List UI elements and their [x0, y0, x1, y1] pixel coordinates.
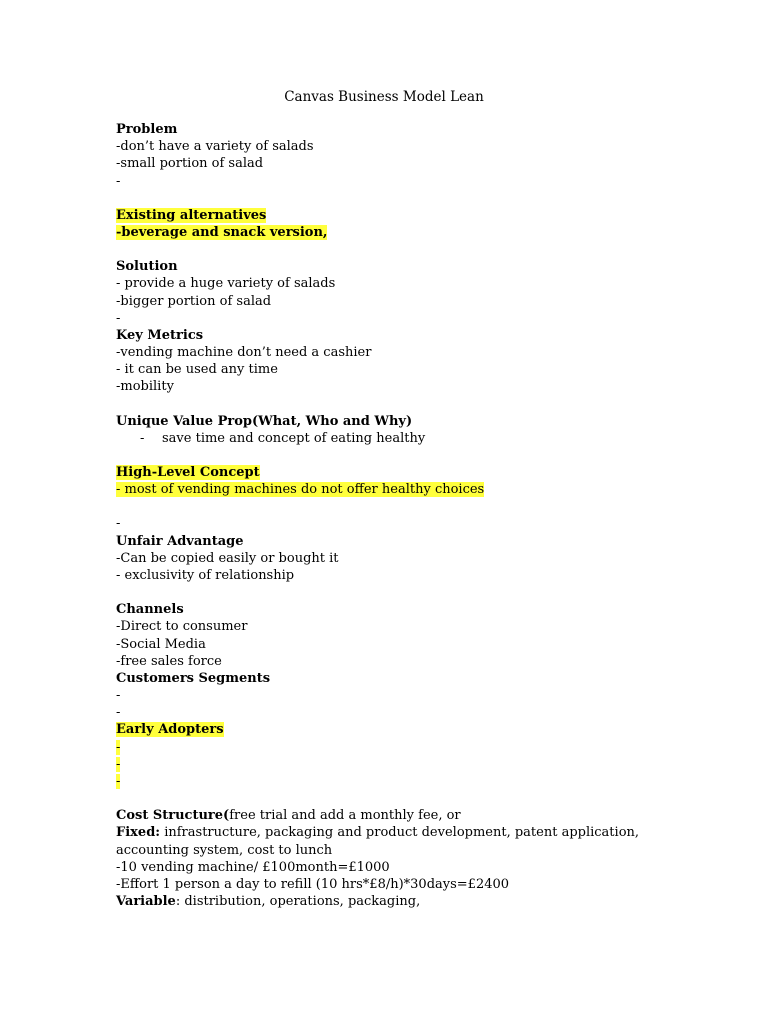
variable-line: [116, 893, 676, 910]
variable-text: : distribution, operations, packaging,: [175, 894, 421, 910]
uvp-heading: Unique Value Prop(What, Who and Why): [116, 413, 413, 429]
unfair-heading: Unfair Advantage: [116, 533, 244, 549]
fixed-label: Fixed:: [116, 825, 161, 841]
fixed-cont: accounting system, cost to lunch: [116, 842, 333, 858]
key-metrics-line: -mobility: [116, 379, 174, 395]
solution-heading: Solution: [116, 259, 178, 275]
spacer: [116, 241, 676, 258]
key-metrics-line: -vending machine don’t need a cashier: [116, 345, 372, 361]
cost-heading-rest: free trial and add a monthly fee, or: [229, 808, 461, 824]
customers-line: -: [116, 705, 121, 721]
channels-line: -Social Media: [116, 636, 206, 652]
existing-alternatives-heading: Existing alternatives: [116, 207, 267, 223]
cost-line: -Effort 1 person a day to refill (10 hrs*£8/h)*30days=£2400: [116, 876, 510, 892]
customers-line: -: [116, 688, 121, 704]
solution-line: -: [116, 310, 121, 326]
uvp-item: [116, 430, 676, 447]
spacer: [116, 447, 676, 464]
unfair-line: -Can be copied easily or bought it: [116, 550, 339, 566]
spacer: [116, 190, 676, 207]
early-adopters-line: -: [116, 756, 121, 772]
channels-heading: Channels: [116, 602, 184, 618]
channels-line: -Direct to consumer: [116, 619, 248, 635]
cost-line: -10 vending machine/ £100month=£1000: [116, 859, 390, 875]
uvp-bullet: -: [140, 430, 145, 446]
customers-heading: Customers Segments: [116, 670, 271, 686]
problem-line: -: [116, 173, 121, 189]
early-adopters-line: -: [116, 739, 121, 755]
key-metrics-line: - it can be used any time: [116, 362, 278, 378]
page-title: Canvas Business Model Lean: [284, 89, 484, 105]
unfair-lead: -: [116, 516, 121, 532]
high-level-line: - most of vending machines do not offer healthy choices: [116, 482, 485, 498]
document-body: [116, 121, 676, 910]
fixed-line: [116, 824, 676, 841]
spacer: [116, 790, 676, 807]
cost-heading: Cost Structure(: [116, 808, 230, 824]
cost-heading-line: [116, 807, 676, 824]
problem-line: -don’t have a variety of salads: [116, 139, 314, 155]
channels-line: -free sales force: [116, 653, 222, 669]
spacer: [116, 498, 676, 515]
fixed-text: infrastructure, packaging and product development, patent application,: [160, 825, 640, 841]
key-metrics-heading: Key Metrics: [116, 327, 204, 343]
variable-label: Variable: [116, 894, 176, 910]
existing-alternatives-line: -beverage and snack version,: [116, 224, 328, 240]
unfair-line: - exclusivity of relationship: [116, 567, 295, 583]
early-adopters-line: -: [116, 774, 121, 789]
solution-line: - provide a huge variety of salads: [116, 276, 336, 292]
solution-line: -bigger portion of salad: [116, 293, 272, 309]
uvp-item-text: save time and concept of eating healthy: [162, 430, 426, 446]
spacer: [116, 584, 676, 601]
spacer: [116, 396, 676, 413]
problem-line: -small portion of salad: [116, 156, 264, 172]
problem-heading: Problem: [116, 122, 178, 137]
high-level-heading: High-Level Concept: [116, 465, 260, 480]
early-adopters-heading: Early Adopters: [116, 722, 224, 738]
